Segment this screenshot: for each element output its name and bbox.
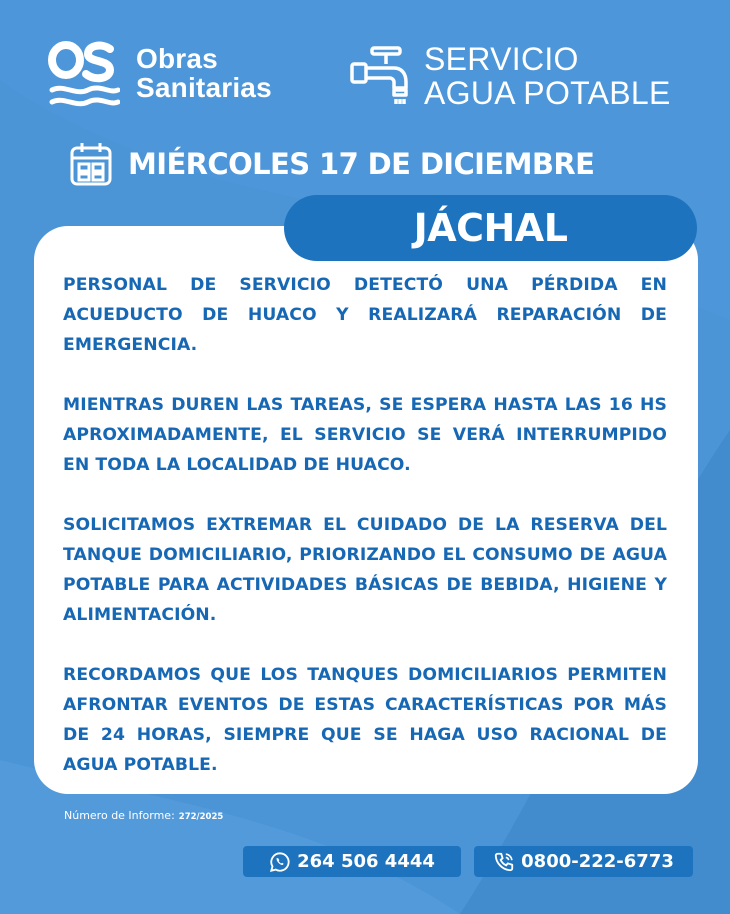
report-label: Número de Informe: <box>64 809 175 822</box>
date-label: MIÉRCOLES 17 DE DICIEMBRE <box>128 147 595 181</box>
report-value: 272/2025 <box>178 812 224 822</box>
paragraph-water-reserve: SOLICITAMOS EXTREMAR EL CUIDADO DE LA RESERVA DEL TANQUE DOMICILIARIO, PRIORIZANDO EL CONSUMO DE AGUA POTABLE PARA ACTIVIDADES BÁSICAS DE BEBIDA, HIGIENE Y ALIMENTACIÓN. <box>63 515 667 625</box>
os-logo-icon <box>48 40 120 110</box>
obras-sanitarias-logo <box>48 40 308 110</box>
service-line-2: AGUA POTABLE <box>424 75 671 111</box>
service-header <box>350 42 710 112</box>
paragraph-service-interruption: MIENTRAS DUREN LAS TAREAS, SE ESPERA HASTA LAS 16 HS APROXIMADAMENTE, EL SERVICIO SE VERÁ INTERRUMPIDO EN TODA LA LOCALIDAD DE HUACO. <box>63 395 667 475</box>
paragraph-leak-detected: PERSONAL DE SERVICIO DETECTÓ UNA PÉRDIDA EN ACUEDUCTO DE HUACO Y REALIZARÁ REPARACIÓN DE EMERGENCIA. <box>63 275 667 355</box>
paragraph-tank-reminder: RECORDAMOS QUE LOS TANQUES DOMICILIARIOS PERMITEN AFRONTAR EVENTOS DE ESTAS CARACTERÍSTICAS POR MÁS DE 24 HORAS, SIEMPRE QUE SE HAGA USO RACIONAL DE AGUA POTABLE. <box>63 665 667 775</box>
location-label: JÁCHAL <box>413 206 568 250</box>
service-line-1: SERVICIO <box>424 41 579 77</box>
service-title <box>424 42 671 110</box>
whatsapp-icon <box>269 851 291 873</box>
faucet-icon <box>350 44 412 108</box>
phone-icon <box>493 851 515 873</box>
calendar-icon <box>70 142 112 186</box>
logo-line-1: Obras <box>136 43 218 74</box>
logo-line-2: Sanitarias <box>136 72 272 103</box>
message-body <box>63 270 667 810</box>
whatsapp-number: 264 506 4444 <box>297 851 435 872</box>
whatsapp-contact-button[interactable] <box>243 846 461 877</box>
location-badge <box>284 195 697 261</box>
phone-contact-button[interactable] <box>474 846 693 877</box>
logo-wordmark <box>136 44 272 102</box>
report-number <box>64 809 223 822</box>
phone-number: 0800-222-6773 <box>521 851 674 872</box>
